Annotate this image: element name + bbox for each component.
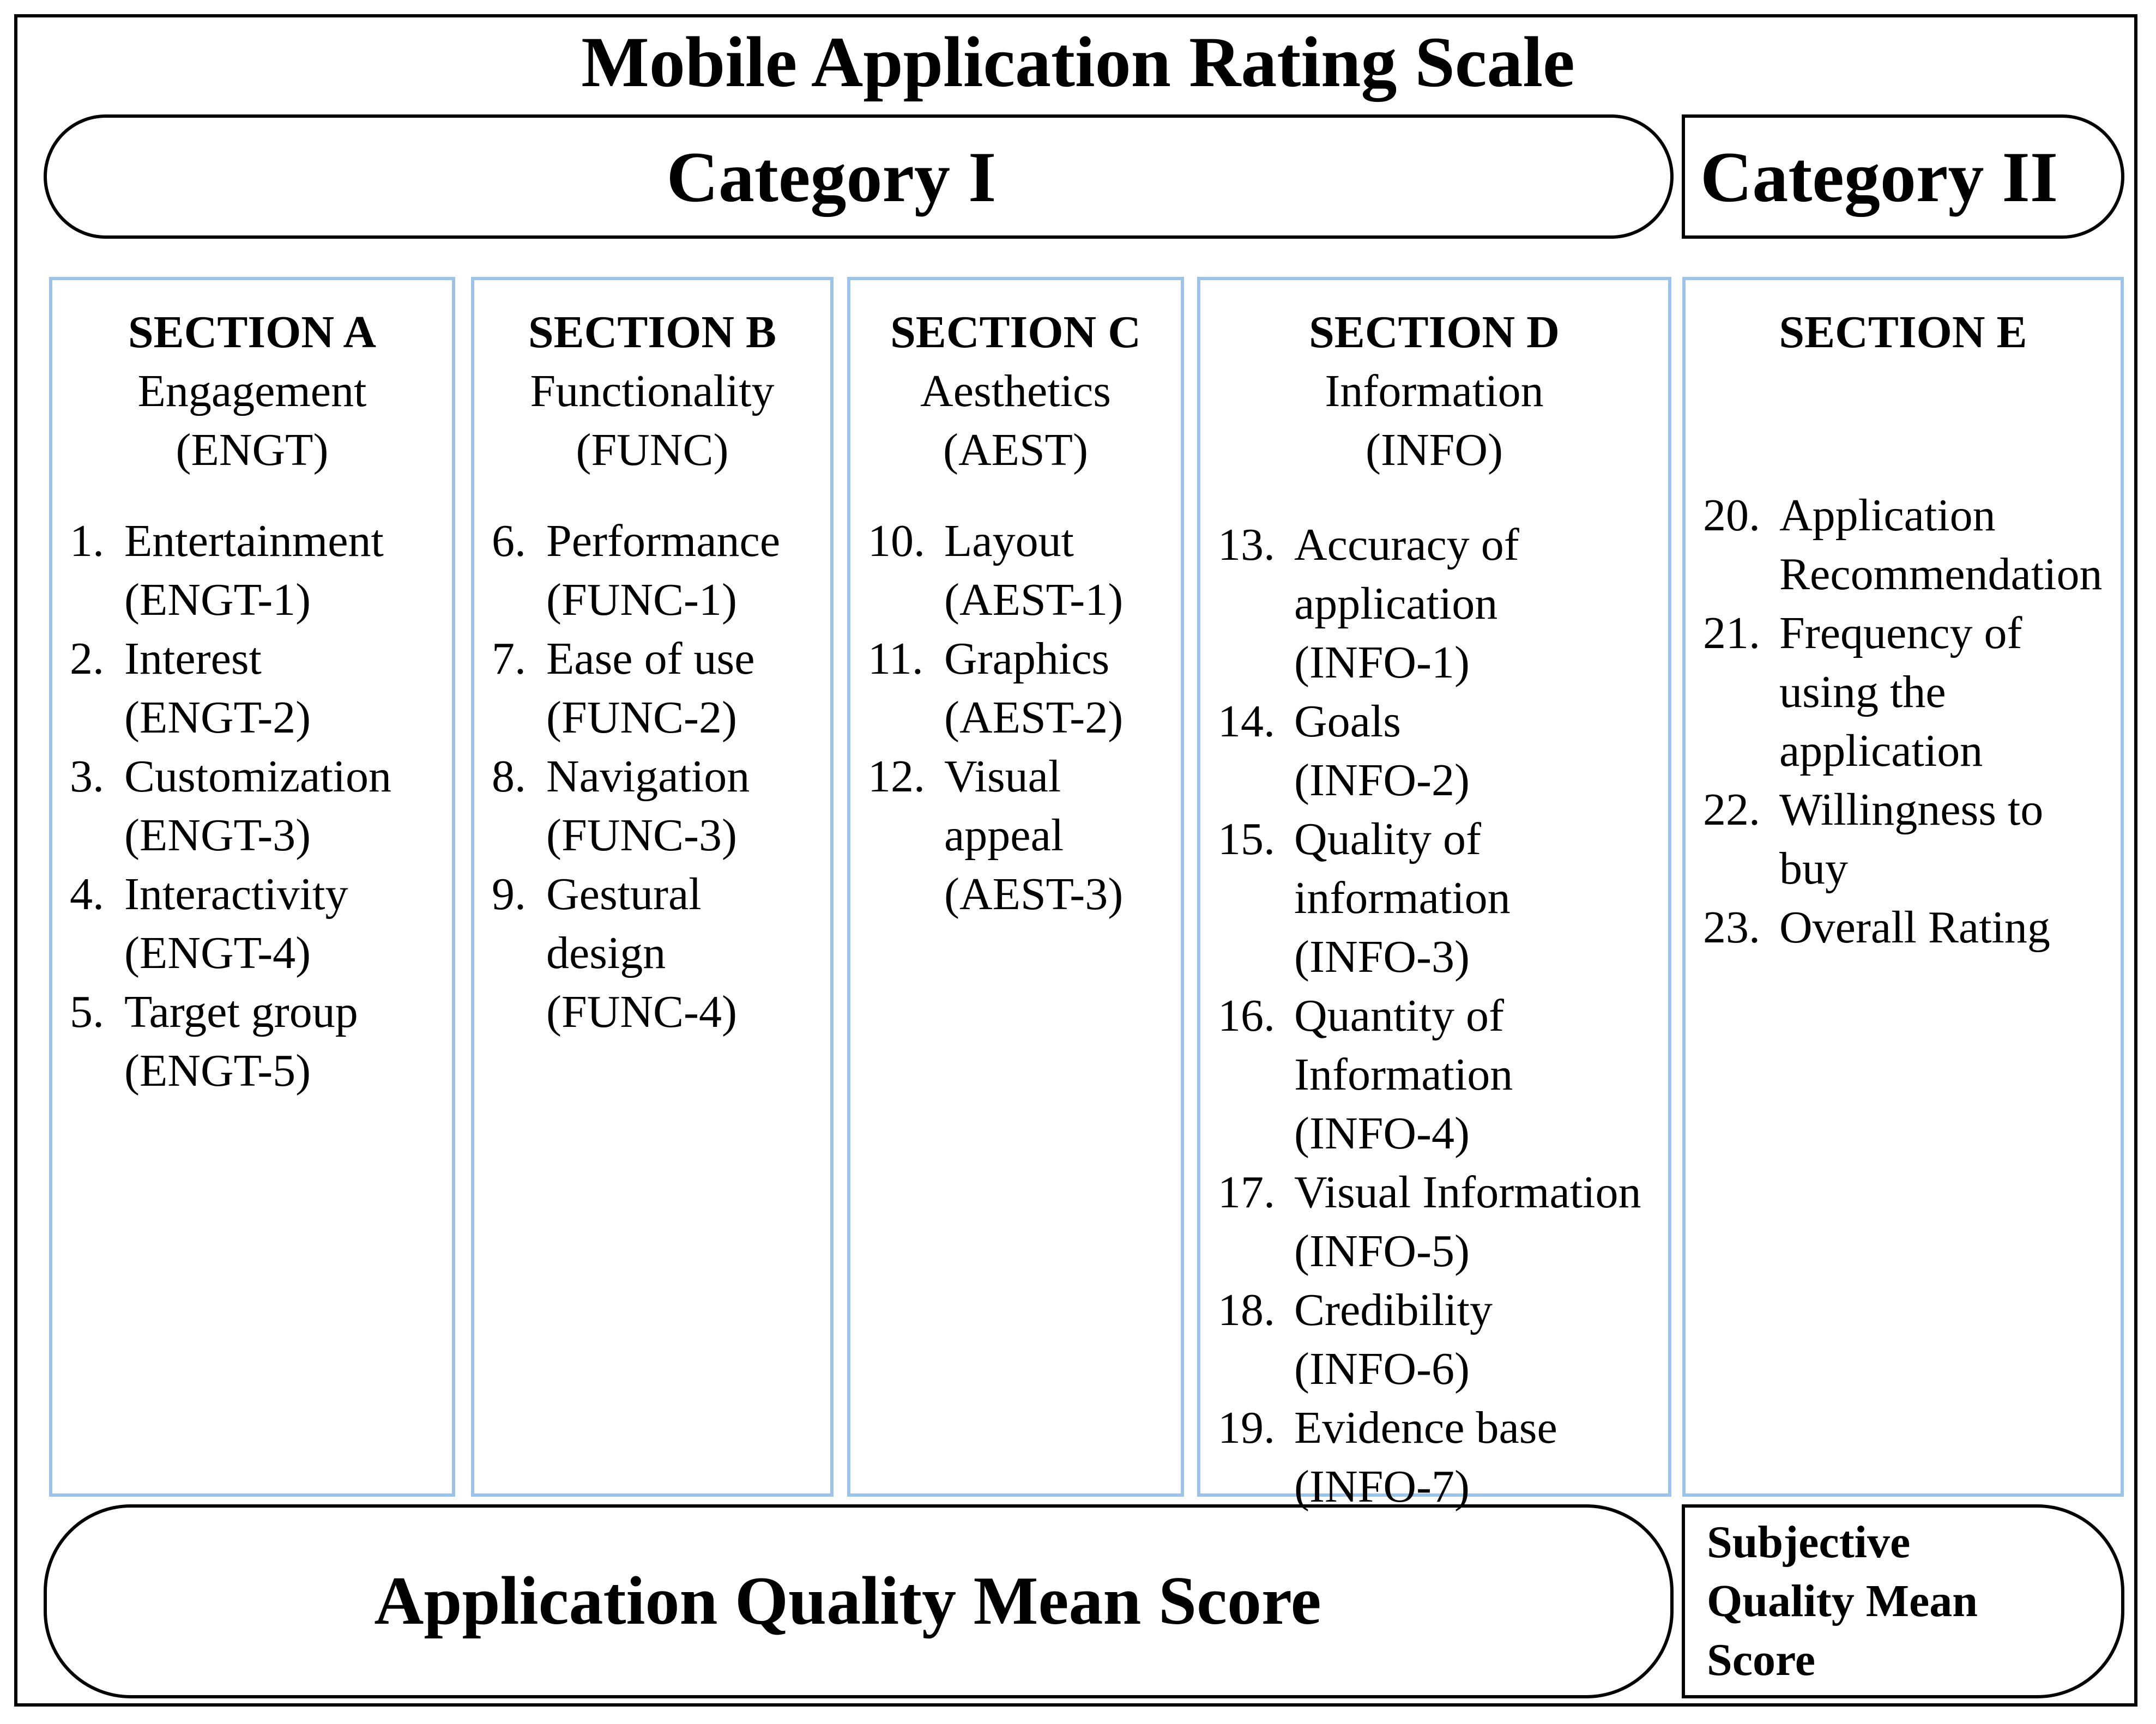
item-text: Information: [1294, 1049, 1513, 1100]
item-text: Recommendation: [1779, 549, 2103, 600]
item-text: (ENGT-3): [124, 810, 311, 861]
item-text: Quality of: [1294, 814, 1481, 864]
item-text: (INFO-5): [1294, 1226, 1470, 1277]
item-text: Credibility: [1294, 1285, 1493, 1335]
item-text: Overall Rating: [1779, 902, 2050, 953]
item-text: Goals: [1294, 696, 1401, 747]
item-text: Application: [1779, 490, 1996, 541]
list-item: [1218, 1163, 1641, 1281]
item-text: Frequency of: [1779, 608, 2022, 658]
item-number: 21.: [1703, 608, 1760, 658]
item-text: (INFO-7): [1294, 1461, 1470, 1512]
section-c-column: [847, 277, 1184, 1497]
list-item: [70, 630, 391, 747]
section-a-items: [70, 512, 391, 1100]
section-b-items: [492, 512, 780, 1042]
section-d-header: [1200, 303, 1668, 480]
item-text: (FUNC-3): [546, 810, 737, 861]
item-number: 20.: [1703, 490, 1760, 541]
item-number: 16.: [1218, 990, 1275, 1041]
item-number: 11.: [868, 633, 923, 684]
subjective-quality-mean-score-label: Subjective Quality Mean Score: [1707, 1517, 1978, 1685]
item-number: 22.: [1703, 784, 1760, 835]
list-item: [492, 865, 780, 1042]
list-item: [1218, 987, 1641, 1163]
section-heading: SECTION E: [1779, 307, 2027, 358]
section-a-header: [52, 303, 452, 480]
item-text: buy: [1779, 843, 1848, 894]
section-c-items: [868, 512, 1123, 924]
category-1-box: [44, 114, 1674, 239]
item-number: 6.: [492, 516, 526, 566]
section-c-header: [850, 303, 1181, 480]
item-number: 4.: [70, 869, 104, 920]
list-item: [492, 630, 780, 747]
application-quality-mean-score-box: [44, 1504, 1674, 1698]
section-b-header: [474, 303, 830, 480]
item-text: (ENGT-5): [124, 1045, 311, 1096]
section-d-column: [1197, 277, 1671, 1512]
item-number: 19.: [1218, 1402, 1275, 1453]
item-text: design: [546, 928, 666, 978]
application-quality-mean-score-label: Application Quality Mean Score: [374, 1563, 1321, 1639]
subjective-quality-mean-score-box: [1682, 1504, 2124, 1698]
item-text: (AEST-2): [944, 692, 1124, 743]
item-number: 13.: [1218, 519, 1275, 570]
item-number: 3.: [70, 751, 104, 802]
item-number: 2.: [70, 633, 104, 684]
section-name: Functionality: [530, 366, 775, 416]
item-text: Quantity of: [1294, 990, 1504, 1041]
section-d-items: [1218, 516, 1641, 1516]
list-item: [70, 747, 391, 865]
list-item: [1703, 486, 2103, 604]
item-text: (FUNC-1): [546, 574, 737, 625]
item-number: 14.: [1218, 696, 1275, 747]
section-b-column: [471, 277, 834, 1497]
section-e-column: [1682, 277, 2124, 1497]
item-text: (AEST-3): [944, 869, 1124, 920]
section-name: Aesthetics: [920, 366, 1111, 416]
item-text: Visual Information: [1294, 1167, 1641, 1218]
item-number: 8.: [492, 751, 526, 802]
list-item: [1218, 1399, 1641, 1516]
item-text: application: [1294, 578, 1498, 629]
item-text: (ENGT-1): [124, 574, 311, 625]
category-1-label: Category I: [666, 136, 997, 217]
item-text: Performance: [546, 516, 781, 566]
item-text: (FUNC-2): [546, 692, 737, 743]
item-text: (ENGT-2): [124, 692, 311, 743]
section-name: Engagement: [137, 366, 367, 416]
item-text: Layout: [944, 516, 1074, 566]
section-a-column: [49, 277, 455, 1497]
section-abbreviation: (ENGT): [176, 425, 329, 475]
item-text: Evidence base: [1294, 1402, 1557, 1453]
list-item: [70, 865, 391, 983]
item-text: Accuracy of: [1294, 519, 1519, 570]
section-heading: SECTION B: [528, 307, 777, 358]
item-text: Ease of use: [546, 633, 755, 684]
item-text: information: [1294, 873, 1511, 923]
item-text: (FUNC-4): [546, 987, 737, 1037]
item-text: Customization: [124, 751, 391, 802]
item-text: Interactivity: [124, 869, 348, 920]
item-text: (AEST-1): [944, 574, 1124, 625]
section-e-items: [1703, 486, 2103, 957]
list-item: [868, 747, 1123, 924]
list-item: [868, 512, 1123, 630]
list-item: [1218, 810, 1641, 987]
item-text: Graphics: [944, 633, 1110, 684]
diagram-title: Mobile Application Rating Scale: [581, 22, 1575, 102]
item-number: 15.: [1218, 814, 1275, 864]
item-text: appeal: [944, 810, 1064, 861]
item-text: Visual: [944, 751, 1061, 802]
section-heading: SECTION A: [128, 307, 377, 358]
list-item: [1218, 516, 1641, 692]
item-text: Target group: [124, 987, 358, 1037]
item-number: 10.: [868, 516, 925, 566]
item-number: 12.: [868, 751, 925, 802]
item-number: 1.: [70, 516, 104, 566]
list-item: [1218, 1281, 1641, 1399]
section-abbreviation: (INFO): [1366, 425, 1503, 475]
item-text: (INFO-1): [1294, 637, 1470, 688]
item-text: Navigation: [546, 751, 750, 802]
item-number: 9.: [492, 869, 526, 920]
item-text: (INFO-2): [1294, 755, 1470, 806]
category-2-box: [1682, 114, 2124, 239]
list-item: [1703, 898, 2103, 957]
item-text: using the: [1779, 667, 1946, 717]
item-number: 23.: [1703, 902, 1760, 953]
section-heading: SECTION C: [890, 307, 1141, 358]
section-abbreviation: (AEST): [943, 425, 1088, 475]
item-text: (INFO-3): [1294, 931, 1470, 982]
section-e-header: [1686, 303, 2121, 362]
item-text: Willingness to: [1779, 784, 2044, 835]
section-heading: SECTION D: [1309, 307, 1560, 358]
item-number: 17.: [1218, 1167, 1275, 1218]
item-number: 7.: [492, 633, 526, 684]
list-item: [492, 512, 780, 630]
item-number: 5.: [70, 987, 104, 1037]
item-number: 18.: [1218, 1285, 1275, 1335]
list-item: [70, 983, 391, 1100]
list-item: [70, 512, 391, 630]
list-item: [1703, 781, 2103, 898]
list-item: [492, 747, 780, 865]
item-text: application: [1779, 725, 1983, 776]
list-item: [868, 630, 1123, 747]
section-abbreviation: (FUNC): [576, 425, 729, 475]
item-text: Interest: [124, 633, 262, 684]
category-2-label: Category II: [1700, 136, 2058, 217]
item-text: Gestural: [546, 869, 702, 920]
item-text: (INFO-6): [1294, 1344, 1470, 1394]
item-text: (ENGT-4): [124, 928, 311, 978]
item-text: Entertainment: [124, 516, 384, 566]
list-item: [1218, 692, 1641, 810]
item-text: (INFO-4): [1294, 1108, 1470, 1159]
section-name: Information: [1325, 366, 1544, 416]
list-item: [1703, 604, 2103, 781]
